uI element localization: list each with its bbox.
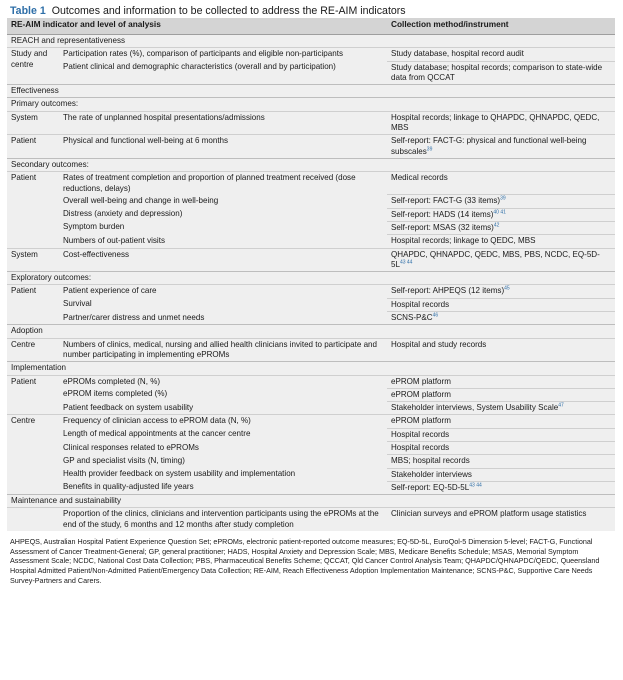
table-row [7, 48, 615, 61]
level-cell: System [7, 111, 59, 135]
section-label: Adoption [7, 325, 615, 338]
level-cell: Patient [7, 375, 59, 415]
table-footnote: AHPEQS, Australian Hospital Patient Experience Question Set; ePROMs, electronic patient-reported outcome measures; EQ-5D-5L, EuroQol-5 Dimension 5-level; FACT-G, Functional Assessment of Cancer Treatment-General; GP, general practitioner; HADS, Hospital Anxiety and Depression Scale; MBS, Medicare Benefits Schedule; MSAS, Memorial Symptom Assessment Scale; NCDC, National Cost Data Collection; PBS, Pharmaceutical Benefits Scheme; QCCAT, Qld Cancer Control Analysis Team; QHAPDC/QHNAPDC/QEDC, Queensland Hospital Admitted Patient/Non-Admitted Patient/Emergency Data Collection; RE-AIM, Reach Effectiveness Adoption Implementation Maintenance; SCNS-P&C, Supportive Care Needs Survey-Partners and Carers. [10, 537, 600, 585]
table-row [7, 428, 615, 441]
method-cell: Hospital records; linkage to QHAPDC, QHNAPDC, QEDC, MBS [387, 111, 615, 135]
method-cell: Hospital and study records [387, 338, 615, 362]
header-row [7, 18, 615, 35]
method-cell: Study database; hospital records; comparison to state-wide data from QCCAT [387, 61, 615, 85]
table-row [7, 312, 615, 325]
level-cell: System [7, 248, 59, 272]
method-cell: QHAPDC, QHNAPDC, QEDC, MBS, PBS, NCDC, $EQ-5D-5L^{43 44}$ [387, 248, 615, 272]
table-row [7, 375, 615, 388]
method-cell: ePROM platform [387, 375, 615, 388]
level-cell: Study and centre [7, 48, 59, 85]
section-row-maintenance [7, 495, 615, 508]
indicator-cell: Participation rates (%), comparison of participants and eligible non-participants [59, 48, 387, 61]
table-row [7, 195, 615, 208]
reference-superscript: 40 41 [493, 208, 506, 215]
indicator-cell: Patient experience of care [59, 285, 387, 298]
indicator-cell: Physical and functional well-being at 6 months [59, 135, 387, 159]
indicator-cell: Overall well-being and change in well-being [59, 195, 387, 208]
table-row [7, 235, 615, 248]
section-label: REACH and representativeness [7, 35, 615, 48]
table-row [7, 61, 615, 85]
indicator-cell: Health provider feedback on system usability and implementation [59, 468, 387, 481]
indicator-cell: Numbers of clinics, medical, nursing and allied health clinicians invited to participate and number participating in implementing ePROMs [59, 338, 387, 362]
indicator-cell: GP and specialist visits (N, timing) [59, 455, 387, 468]
method-cell: ePROM platform [387, 415, 615, 428]
table-label: Table 1 [10, 5, 46, 17]
indicator-cell: Benefits in quality-adjusted life years [59, 481, 387, 494]
subsection-label: Primary outcomes: [7, 98, 615, 111]
section-label: Maintenance and sustainability [7, 495, 615, 508]
table-row [7, 455, 615, 468]
level-cell: Centre [7, 338, 59, 362]
level-cell: Centre [7, 415, 59, 495]
table-row [7, 338, 615, 362]
table-caption [10, 4, 406, 18]
table-row [7, 468, 615, 481]
indicator-cell: The rate of unplanned hospital presentations/admissions [59, 111, 387, 135]
table-row [7, 285, 615, 298]
table-row [7, 388, 615, 401]
column-header-indicator: RE-AIM indicator and level of analysis [7, 18, 387, 35]
indicator-cell: Patient feedback on system usability [59, 402, 387, 415]
method-cell: Self-report: AHPEQS (12 items)$^{45}$ [387, 285, 615, 298]
reference-superscript: 45 [504, 285, 510, 292]
method-cell: Stakeholder interviews [387, 468, 615, 481]
table-row [7, 248, 615, 272]
level-cell [7, 508, 59, 531]
indicator-cell: Partner/carer distress and unmet needs [59, 312, 387, 325]
method-cell: SCNS-$P\&C^{46}$ [387, 312, 615, 325]
subsection-label: Exploratory outcomes: [7, 272, 615, 285]
method-cell: Hospital records [387, 428, 615, 441]
reference-superscript: 43 44 [399, 259, 413, 266]
subsection-row-primary [7, 98, 615, 111]
indicator-cell: ePROMs completed (N, %) [59, 375, 387, 388]
table-row [7, 298, 615, 311]
table-row [7, 135, 615, 159]
indicator-cell: Proportion of the clinics, clinicians and intervention participants using the ePROMs at the end of the study, 6 months and 12 months after study completion [59, 508, 387, 531]
method-cell: Self-report: FACT-G: physical and functional well-being subscales$^{39}$ [387, 135, 615, 159]
indicator-cell: Cost-effectiveness [59, 248, 387, 272]
indicator-cell: Rates of treatment completion and proportion of planned treatment received (dose reductions, delays) [59, 172, 387, 195]
indicator-cell: Symptom burden [59, 221, 387, 234]
subsection-row-secondary [7, 158, 615, 171]
method-cell: Hospital records; linkage to QEDC, MBS [387, 235, 615, 248]
indicator-cell: Survival [59, 298, 387, 311]
method-cell: ePROM platform [387, 388, 615, 401]
method-cell: Hospital records [387, 442, 615, 455]
table-row [7, 442, 615, 455]
reference-superscript: 39 [500, 195, 506, 202]
indicator-cell: Patient clinical and demographic characteristics (overall and by participation) [59, 61, 387, 85]
method-cell: MBS; hospital records [387, 455, 615, 468]
reference-superscript: 39 [426, 146, 433, 152]
method-cell: Self-report: HADS (14 items)$^{40 41}$ [387, 208, 615, 221]
section-row-effectiveness [7, 85, 615, 98]
table-row [7, 208, 615, 221]
table-row [7, 111, 615, 135]
method-cell: Self-report: FACT-G (33 items)$^{39}$ [387, 195, 615, 208]
table-row [7, 481, 615, 494]
method-cell: Self-report: MSAS (32 items)$^{42}$ [387, 221, 615, 234]
indicator-cell: ePROM items completed (%) [59, 388, 387, 401]
indicator-cell: Frequency of clinician access to ePROM data (N, %) [59, 415, 387, 428]
indicator-cell: Clinical responses related to ePROMs [59, 442, 387, 455]
subsection-row-exploratory [7, 272, 615, 285]
level-cell: Patient [7, 285, 59, 325]
subsection-label: Secondary outcomes: [7, 158, 615, 171]
method-cell: Clinician surveys and ePROM platform usage statistics [387, 508, 615, 531]
section-row-reach [7, 35, 615, 48]
table-row [7, 415, 615, 428]
method-cell: Self-report: $EQ-5D-5L^{43 44}$ [387, 481, 615, 494]
table-title: Outcomes and information to be collected to address the RE-AIM indicators [51, 5, 406, 17]
table-row [7, 508, 615, 531]
method-cell: Hospital records [387, 298, 615, 311]
indicator-cell: Distress (anxiety and depression) [59, 208, 387, 221]
reference-superscript: 46 [432, 312, 439, 319]
method-cell: Study database, hospital record audit [387, 48, 615, 61]
reference-superscript: 42 [493, 222, 500, 229]
table-row [7, 402, 615, 415]
level-cell: Patient [7, 135, 59, 159]
indicator-cell: Length of medical appointments at the cancer centre [59, 428, 387, 441]
method-cell: Medical records [387, 172, 615, 195]
section-row-implementation [7, 362, 615, 375]
section-label: Effectiveness [7, 85, 615, 98]
level-cell: Patient [7, 172, 59, 248]
outcomes-table [7, 18, 615, 531]
reference-superscript: 43 44 [469, 482, 482, 489]
table-row [7, 172, 615, 195]
table-row [7, 221, 615, 234]
method-cell: Stakeholder interviews, System Usability Scale$^{47}$ [387, 402, 615, 415]
indicator-cell: Numbers of out-patient visits [59, 235, 387, 248]
reference-superscript: 47 [558, 402, 564, 409]
column-header-method: Collection method/instrument [387, 18, 615, 35]
section-row-adoption [7, 325, 615, 338]
section-label: Implementation [7, 362, 615, 375]
